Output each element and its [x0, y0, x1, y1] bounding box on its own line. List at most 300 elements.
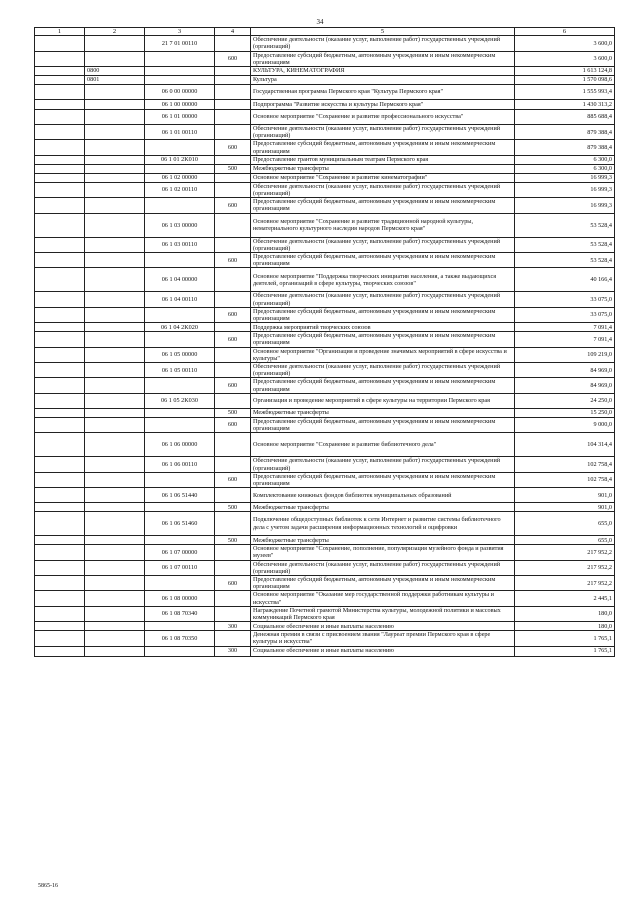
cell-c2	[85, 512, 145, 536]
cell-c1	[35, 512, 85, 536]
cell-c5: Обеспечение деятельности (оказание услуг, выполнение работ) государственных учреждений (организаций)	[251, 363, 515, 378]
cell-c5: Культура	[251, 76, 515, 85]
table-row	[35, 512, 615, 536]
cell-c4	[215, 323, 251, 332]
cell-c5: Межбюджетные трансферты	[251, 408, 515, 417]
table-row	[35, 213, 615, 237]
table-header-row	[35, 28, 615, 36]
cell-c1	[35, 36, 85, 51]
column-header: 3	[145, 28, 215, 36]
cell-c3	[145, 575, 215, 590]
cell-c3	[145, 332, 215, 347]
cell-c1	[35, 173, 85, 182]
cell-c4	[215, 36, 251, 51]
cell-c5: КУЛЬТУРА, КИНЕМАТОГРАФИЯ	[251, 67, 515, 76]
cell-c5: Предоставление грантов муниципальным театрам Пермского края	[251, 155, 515, 164]
cell-c2	[85, 503, 145, 512]
cell-c3	[145, 164, 215, 173]
cell-c5: Социальное обеспечение и иные выплаты населению	[251, 646, 515, 656]
table-row	[35, 110, 615, 125]
cell-c1	[35, 433, 85, 457]
cell-c6: 53 528,4	[515, 237, 615, 252]
table-row	[35, 100, 615, 110]
cell-c3: 06 1 02 00110	[145, 182, 215, 197]
cell-c6: 16 999,3	[515, 182, 615, 197]
table-row	[35, 253, 615, 268]
cell-c1	[35, 76, 85, 85]
cell-c6: 53 528,4	[515, 253, 615, 268]
cell-c4	[215, 100, 251, 110]
table-row	[35, 363, 615, 378]
table-row	[35, 622, 615, 631]
cell-c3	[145, 51, 215, 66]
cell-c1	[35, 253, 85, 268]
cell-c3: 06 1 05 00110	[145, 363, 215, 378]
cell-c3: 06 1 07 00110	[145, 560, 215, 575]
table-row	[35, 545, 615, 560]
cell-c4	[215, 457, 251, 472]
cell-c5: Основное мероприятие "Сохранение, пополнение, популяризация музейного фонда и развития музеев"	[251, 545, 515, 560]
cell-c4	[215, 237, 251, 252]
table-row	[35, 606, 615, 621]
cell-c5: Обеспечение деятельности (оказание услуг, выполнение работ) государственных учреждений (организаций)	[251, 292, 515, 307]
cell-c3: 21 7 01 00110	[145, 36, 215, 51]
cell-c3	[145, 378, 215, 393]
cell-c2	[85, 292, 145, 307]
cell-c1	[35, 591, 85, 606]
cell-c3: 06 1 06 00110	[145, 457, 215, 472]
cell-c3	[145, 198, 215, 213]
cell-c1	[35, 503, 85, 512]
cell-c5: Обеспечение деятельности (оказание услуг, выполнение работ) государственных учреждений (организаций)	[251, 237, 515, 252]
table-row	[35, 560, 615, 575]
cell-c5: Обеспечение деятельности (оказание услуг, выполнение работ) государственных учреждений (организаций)	[251, 125, 515, 140]
cell-c4: 500	[215, 408, 251, 417]
cell-c2	[85, 646, 145, 656]
cell-c4	[215, 512, 251, 536]
cell-c4: 300	[215, 622, 251, 631]
cell-c6: 1 570 098,6	[515, 76, 615, 85]
cell-c4	[215, 292, 251, 307]
cell-c4	[215, 393, 251, 408]
cell-c5: Основное мероприятие "Организация и проведение значимых мероприятий в сфере искусства и культуры"	[251, 347, 515, 362]
cell-c6: 53 528,4	[515, 213, 615, 237]
cell-c2	[85, 110, 145, 125]
cell-c4	[215, 560, 251, 575]
table-row	[35, 408, 615, 417]
table-row	[35, 503, 615, 512]
cell-c3	[145, 67, 215, 76]
cell-c2	[85, 363, 145, 378]
cell-c6: 15 250,0	[515, 408, 615, 417]
cell-c4	[215, 545, 251, 560]
table-row	[35, 631, 615, 646]
cell-c6: 40 166,4	[515, 268, 615, 292]
cell-c4	[215, 85, 251, 100]
cell-c4: 600	[215, 307, 251, 322]
cell-c6: 3 600,0	[515, 51, 615, 66]
cell-c5: Поддержка мероприятий творческих союзов	[251, 323, 515, 332]
table-row	[35, 76, 615, 85]
cell-c2	[85, 472, 145, 487]
footer-code: 5865-16	[38, 883, 58, 889]
cell-c1	[35, 268, 85, 292]
column-header: 2	[85, 28, 145, 36]
cell-c1	[35, 575, 85, 590]
cell-c6: 84 969,0	[515, 363, 615, 378]
cell-c1	[35, 182, 85, 197]
cell-c2	[85, 545, 145, 560]
cell-c3: 06 1 08 70340	[145, 606, 215, 621]
cell-c4: 600	[215, 575, 251, 590]
cell-c6: 1 765,1	[515, 631, 615, 646]
cell-c5: Комплектование книжных фондов библиотек муниципальных образований	[251, 488, 515, 503]
cell-c6: 1 555 993,4	[515, 85, 615, 100]
cell-c5: Основное мероприятие "Оказание мер государственной поддержки работникам культуры и искусства"	[251, 591, 515, 606]
cell-c5: Обеспечение деятельности (оказание услуг, выполнение работ) государственных учреждений (организаций)	[251, 457, 515, 472]
cell-c2	[85, 237, 145, 252]
cell-c1	[35, 110, 85, 125]
cell-c4: 600	[215, 51, 251, 66]
cell-c1	[35, 85, 85, 100]
cell-c5: Предоставление субсидий бюджетным, автономным учреждениям и иным некоммерческим организациям	[251, 378, 515, 393]
cell-c4	[215, 363, 251, 378]
cell-c5: Предоставление субсидий бюджетным, автономным учреждениям и иным некоммерческим организациям	[251, 575, 515, 590]
cell-c1	[35, 332, 85, 347]
table-row	[35, 433, 615, 457]
cell-c5: Государственная программа Пермского края "Культура Пермского края"	[251, 85, 515, 100]
cell-c4	[215, 631, 251, 646]
table-row	[35, 140, 615, 155]
cell-c5: Основное мероприятие "Сохранение и развитие библиотечного дела"	[251, 433, 515, 457]
cell-c2	[85, 323, 145, 332]
cell-c1	[35, 237, 85, 252]
cell-c3: 06 1 04 00110	[145, 292, 215, 307]
cell-c5: Межбюджетные трансферты	[251, 503, 515, 512]
cell-c6: 6 300,0	[515, 164, 615, 173]
cell-c6: 1 430 313,2	[515, 100, 615, 110]
cell-c2	[85, 347, 145, 362]
table-row	[35, 488, 615, 503]
cell-c5: Межбюджетные трансферты	[251, 164, 515, 173]
table-row	[35, 347, 615, 362]
cell-c3: 06 1 01 00110	[145, 125, 215, 140]
cell-c5: Предоставление субсидий бюджетным, автономным учреждениям и иным некоммерческим организациям	[251, 307, 515, 322]
cell-c3: 06 0 00 00000	[145, 85, 215, 100]
cell-c4	[215, 433, 251, 457]
cell-c6: 84 969,0	[515, 378, 615, 393]
cell-c3: 06 1 01 2K010	[145, 155, 215, 164]
cell-c6: 16 999,3	[515, 173, 615, 182]
cell-c2	[85, 560, 145, 575]
cell-c3	[145, 76, 215, 85]
cell-c3	[145, 622, 215, 631]
cell-c1	[35, 536, 85, 545]
cell-c2	[85, 307, 145, 322]
cell-c6: 1 613 124,8	[515, 67, 615, 76]
cell-c6: 885 688,4	[515, 110, 615, 125]
cell-c4	[215, 67, 251, 76]
cell-c5: Основное мероприятие "Сохранение и развитие профессионального искусства"	[251, 110, 515, 125]
cell-c3: 06 1 06 51460	[145, 512, 215, 536]
cell-c3: 06 1 06 00000	[145, 433, 215, 457]
table-row	[35, 393, 615, 408]
cell-c2	[85, 36, 145, 51]
cell-c6: 102 758,4	[515, 457, 615, 472]
cell-c3: 06 1 04 2K020	[145, 323, 215, 332]
cell-c5: Обеспечение деятельности (оказание услуг, выполнение работ) государственных учреждений (организаций)	[251, 560, 515, 575]
cell-c4	[215, 213, 251, 237]
cell-c2	[85, 488, 145, 503]
cell-c3: 06 1 03 00000	[145, 213, 215, 237]
table-row	[35, 268, 615, 292]
cell-c5: Предоставление субсидий бюджетным, автономным учреждениям и иным некоммерческим организациям	[251, 198, 515, 213]
cell-c5: Предоставление субсидий бюджетным, автономным учреждениям и иным некоммерческим организациям	[251, 253, 515, 268]
cell-c6: 104 314,4	[515, 433, 615, 457]
cell-c1	[35, 164, 85, 173]
cell-c2	[85, 393, 145, 408]
cell-c1	[35, 363, 85, 378]
table-row	[35, 155, 615, 164]
cell-c4	[215, 173, 251, 182]
cell-c2	[85, 536, 145, 545]
cell-c1	[35, 545, 85, 560]
cell-c2	[85, 173, 145, 182]
cell-c3: 06 1 05 00000	[145, 347, 215, 362]
cell-c3: 06 1 07 00000	[145, 545, 215, 560]
cell-c4: 300	[215, 646, 251, 656]
cell-c2	[85, 433, 145, 457]
cell-c4	[215, 606, 251, 621]
cell-c5: Предоставление субсидий бюджетным, автономным учреждениям и иным некоммерческим организациям	[251, 472, 515, 487]
table-row	[35, 332, 615, 347]
column-header: 1	[35, 28, 85, 36]
cell-c1	[35, 323, 85, 332]
cell-c3	[145, 472, 215, 487]
cell-c3	[145, 646, 215, 656]
cell-c4	[215, 110, 251, 125]
cell-c1	[35, 307, 85, 322]
cell-c5: Социальное обеспечение и иные выплаты населению	[251, 622, 515, 631]
table-row	[35, 417, 615, 432]
cell-c1	[35, 155, 85, 164]
cell-c6: 180,0	[515, 622, 615, 631]
table-row	[35, 646, 615, 656]
cell-c1	[35, 472, 85, 487]
cell-c6: 9 000,0	[515, 417, 615, 432]
cell-c2	[85, 457, 145, 472]
cell-c2: 0800	[85, 67, 145, 76]
table-row	[35, 323, 615, 332]
cell-c4: 600	[215, 140, 251, 155]
cell-c6: 901,0	[515, 503, 615, 512]
cell-c6: 7 091,4	[515, 332, 615, 347]
cell-c4	[215, 182, 251, 197]
cell-c1	[35, 393, 85, 408]
cell-c1	[35, 622, 85, 631]
cell-c1	[35, 213, 85, 237]
cell-c6: 879 388,4	[515, 140, 615, 155]
cell-c5: Основное мероприятие "Сохранение и развитие традиционной народной культуры, нематериального культурного наследия народов Пермского края"	[251, 213, 515, 237]
cell-c6: 180,0	[515, 606, 615, 621]
table-row	[35, 472, 615, 487]
cell-c6: 217 952,2	[515, 560, 615, 575]
table-row	[35, 237, 615, 252]
cell-c1	[35, 631, 85, 646]
cell-c1	[35, 488, 85, 503]
column-header: 6	[515, 28, 615, 36]
cell-c6: 217 952,2	[515, 545, 615, 560]
cell-c5: Денежная премия в связи с присвоением звания "Лауреат премии Пермского края в сфере культуры и искусства"	[251, 631, 515, 646]
cell-c3: 06 1 08 70350	[145, 631, 215, 646]
cell-c4: 600	[215, 417, 251, 432]
cell-c3: 06 1 06 51440	[145, 488, 215, 503]
cell-c1	[35, 198, 85, 213]
cell-c4: 600	[215, 198, 251, 213]
cell-c2	[85, 631, 145, 646]
cell-c5: Основное мероприятие "Сохранение и развитие кинематографии"	[251, 173, 515, 182]
cell-c6: 217 952,2	[515, 575, 615, 590]
table-row	[35, 164, 615, 173]
table-row	[35, 125, 615, 140]
cell-c5: Награждение Почетной грамотой Министерства культуры, молодежной политики и массовых коммуникаций Пермского края	[251, 606, 515, 621]
cell-c1	[35, 606, 85, 621]
cell-c3: 06 1 02 00000	[145, 173, 215, 182]
table-row	[35, 591, 615, 606]
cell-c2	[85, 164, 145, 173]
cell-c4: 600	[215, 332, 251, 347]
table-row	[35, 182, 615, 197]
cell-c5: Предоставление субсидий бюджетным, автономным учреждениям и иным некоммерческим организациям	[251, 332, 515, 347]
cell-c1	[35, 457, 85, 472]
cell-c4	[215, 488, 251, 503]
cell-c2	[85, 125, 145, 140]
cell-c4: 600	[215, 253, 251, 268]
cell-c1	[35, 125, 85, 140]
cell-c6: 109 219,0	[515, 347, 615, 362]
table-row	[35, 85, 615, 100]
cell-c6: 901,0	[515, 488, 615, 503]
cell-c3	[145, 408, 215, 417]
cell-c5: Организация и проведение мероприятий в сфере культуры на территории Пермского края	[251, 393, 515, 408]
cell-c2	[85, 155, 145, 164]
budget-table	[34, 27, 615, 657]
table-row	[35, 51, 615, 66]
cell-c3	[145, 417, 215, 432]
cell-c2	[85, 606, 145, 621]
cell-c4	[215, 76, 251, 85]
cell-c3	[145, 307, 215, 322]
cell-c2	[85, 51, 145, 66]
cell-c4: 500	[215, 164, 251, 173]
cell-c5: Предоставление субсидий бюджетным, автономным учреждениям и иным некоммерческим организациям	[251, 140, 515, 155]
table-row	[35, 307, 615, 322]
cell-c3: 06 1 04 00000	[145, 268, 215, 292]
cell-c2	[85, 213, 145, 237]
cell-c1	[35, 417, 85, 432]
cell-c6: 24 250,0	[515, 393, 615, 408]
cell-c1	[35, 646, 85, 656]
table-row	[35, 36, 615, 51]
cell-c4: 600	[215, 378, 251, 393]
cell-c2	[85, 198, 145, 213]
table-row	[35, 378, 615, 393]
cell-c3: 06 1 01 00000	[145, 110, 215, 125]
cell-c4	[215, 155, 251, 164]
table-row	[35, 173, 615, 182]
cell-c2	[85, 140, 145, 155]
cell-c2	[85, 253, 145, 268]
cell-c1	[35, 51, 85, 66]
cell-c6: 102 758,4	[515, 472, 615, 487]
cell-c3	[145, 536, 215, 545]
cell-c1	[35, 560, 85, 575]
cell-c2	[85, 408, 145, 417]
table-row	[35, 575, 615, 590]
cell-c1	[35, 347, 85, 362]
cell-c5: Предоставление субсидий бюджетным, автономным учреждениям и иным некоммерческим организациям	[251, 51, 515, 66]
cell-c5: Подпрограмма "Развитие искусства и культуры Пермского края"	[251, 100, 515, 110]
cell-c1	[35, 67, 85, 76]
cell-c2	[85, 85, 145, 100]
cell-c4	[215, 268, 251, 292]
cell-c6: 879 388,4	[515, 125, 615, 140]
cell-c3	[145, 253, 215, 268]
cell-c1	[35, 292, 85, 307]
cell-c5: Предоставление субсидий бюджетным, автономным учреждениям и иным некоммерческим организациям	[251, 417, 515, 432]
cell-c3: 06 1 05 2K030	[145, 393, 215, 408]
cell-c6: 7 091,4	[515, 323, 615, 332]
cell-c2	[85, 182, 145, 197]
cell-c2	[85, 100, 145, 110]
cell-c4	[215, 591, 251, 606]
cell-c2	[85, 591, 145, 606]
cell-c6: 16 999,3	[515, 198, 615, 213]
cell-c4: 500	[215, 503, 251, 512]
cell-c6: 1 765,1	[515, 646, 615, 656]
cell-c2	[85, 417, 145, 432]
cell-c5: Межбюджетные трансферты	[251, 536, 515, 545]
cell-c1	[35, 100, 85, 110]
column-header: 4	[215, 28, 251, 36]
cell-c6: 3 600,0	[515, 36, 615, 51]
cell-c1	[35, 408, 85, 417]
cell-c2	[85, 332, 145, 347]
cell-c5: Подключение общедоступных библиотек к сети Интернет и развитие системы библиотечного дела с учетом задачи расширения информационных технологий и оцифровки	[251, 512, 515, 536]
cell-c2	[85, 575, 145, 590]
cell-c5: Основное мероприятие "Поддержка творческих инициатив населения, а также выдающихся деятелей, организаций в сфере культуры, творческих союзов"	[251, 268, 515, 292]
cell-c3	[145, 503, 215, 512]
cell-c6: 6 300,0	[515, 155, 615, 164]
table-row	[35, 292, 615, 307]
cell-c5: Обеспечение деятельности (оказание услуг, выполнение работ) государственных учреждений (организаций)	[251, 182, 515, 197]
cell-c2	[85, 378, 145, 393]
table-row	[35, 457, 615, 472]
cell-c4	[215, 347, 251, 362]
cell-c6: 655,0	[515, 512, 615, 536]
cell-c1	[35, 378, 85, 393]
cell-c4: 500	[215, 536, 251, 545]
cell-c5: Обеспечение деятельности (оказание услуг, выполнение работ) государственных учреждений (организаций)	[251, 36, 515, 51]
cell-c6: 33 075,0	[515, 307, 615, 322]
table-row	[35, 198, 615, 213]
cell-c3: 06 1 03 00110	[145, 237, 215, 252]
column-header: 5	[251, 28, 515, 36]
cell-c6: 655,0	[515, 536, 615, 545]
page-number: 34	[316, 18, 324, 26]
cell-c6: 2 445,1	[515, 591, 615, 606]
cell-c6: 33 075,0	[515, 292, 615, 307]
